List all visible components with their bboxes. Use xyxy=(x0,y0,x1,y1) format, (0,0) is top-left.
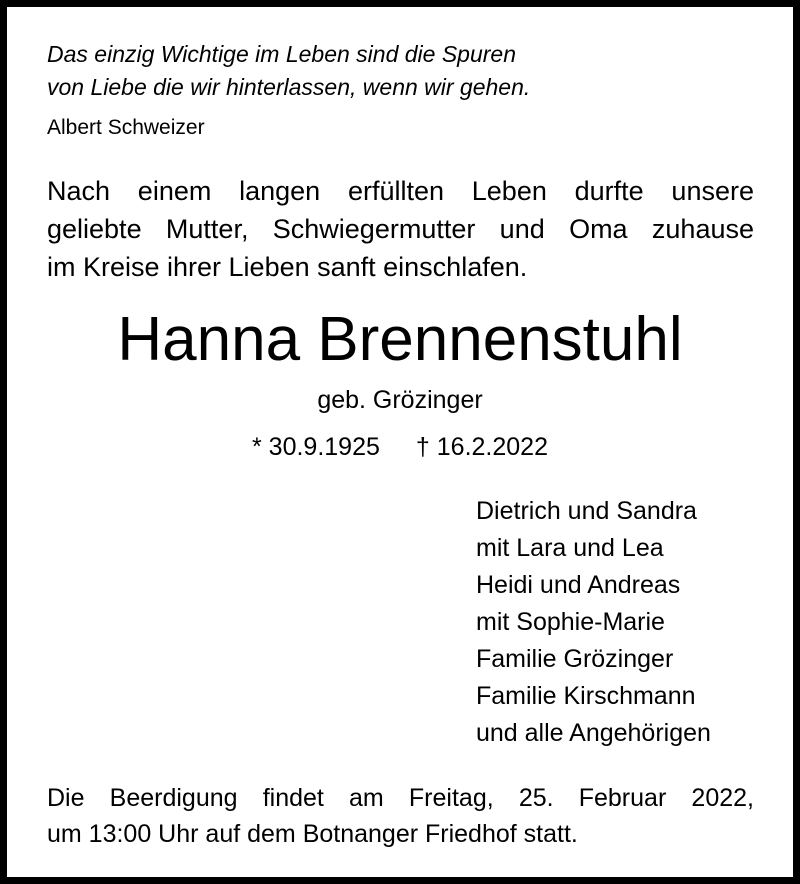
mourner-entry: Familie Grözinger xyxy=(476,645,674,673)
intro-line: im Kreise ihrer Lieben sanft einschlafen. xyxy=(47,252,528,282)
quote-line: Das einzig Wichtige im Leben sind die Spuren xyxy=(47,41,516,67)
mourner-entry: und alle Angehörigen xyxy=(476,719,711,747)
quote-line: von Liebe die wir hinterlassen, wenn wir gehen. xyxy=(47,74,531,100)
funeral-info xyxy=(47,780,754,852)
funeral-line: um 13:00 Uhr auf dem Botnanger Friedhof statt. xyxy=(47,820,578,848)
mourners-list xyxy=(476,493,711,752)
life-dates xyxy=(0,431,800,463)
intro-line: Nach einem langen erfüllten Leben durfte unsere xyxy=(47,176,754,206)
quote xyxy=(47,38,530,104)
mourner-entry: mit Lara und Lea xyxy=(476,534,664,562)
mourner-entry: Familie Kirschmann xyxy=(476,682,696,710)
mourner-entry: Dietrich und Sandra xyxy=(476,497,697,525)
funeral-line: Die Beerdigung findet am Freitag, 25. Februar 2022, xyxy=(47,784,754,812)
mourner-entry: Heidi und Andreas xyxy=(476,571,681,599)
quote-author: Albert Schweizer xyxy=(47,116,205,139)
intro-line: geliebte Mutter, Schwiegermutter und Oma zuhause xyxy=(47,214,754,244)
maiden-name: geb. Grözinger xyxy=(317,386,483,414)
intro-text xyxy=(47,172,754,286)
death-date: † 16.2.2022 xyxy=(415,433,548,461)
deceased-name: Hanna Brennenstuhl xyxy=(117,305,683,374)
mourner-entry: mit Sophie-Marie xyxy=(476,608,665,636)
birth-date: * 30.9.1925 xyxy=(252,433,380,461)
